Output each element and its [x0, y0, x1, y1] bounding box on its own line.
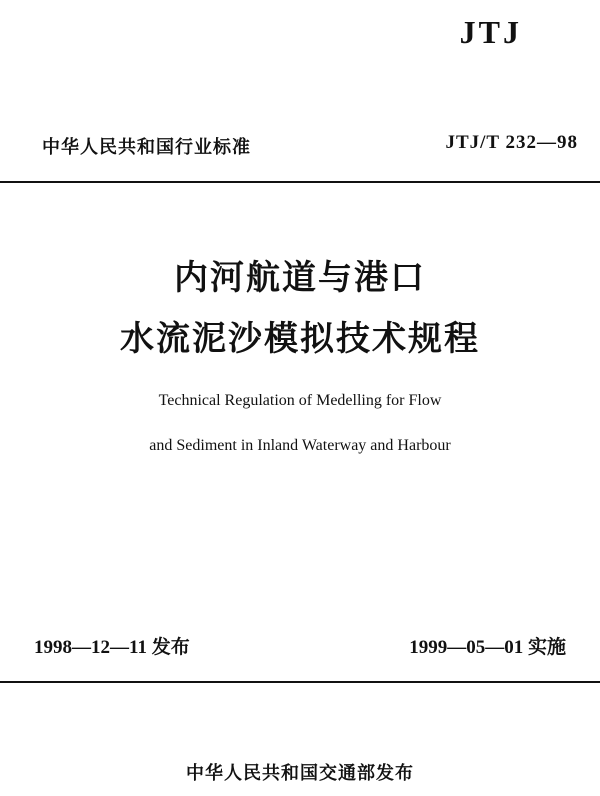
issue-date: 1998—12—11 发布 — [34, 637, 190, 658]
bottom-divider — [0, 681, 600, 683]
effective-date: 1999—05—01 实施 — [409, 637, 566, 658]
industry-standard-label: 中华人民共和国行业标准 — [42, 137, 251, 158]
brand-mark: JTJ — [459, 14, 522, 50]
standard-code: JTJ/T 232—98 — [445, 132, 578, 153]
title-english-line-2: and Sediment in Inland Waterway and Harbour — [149, 437, 451, 454]
title-english-line-1: Technical Regulation of Medelling for Flow — [158, 392, 442, 409]
publisher: 中华人民共和国交通部发布 — [186, 763, 414, 784]
title-chinese-line-1: 内河航道与港口 — [174, 258, 426, 298]
title-chinese-line-2: 水流泥沙模拟技术规程 — [120, 319, 480, 359]
top-divider — [0, 181, 600, 183]
